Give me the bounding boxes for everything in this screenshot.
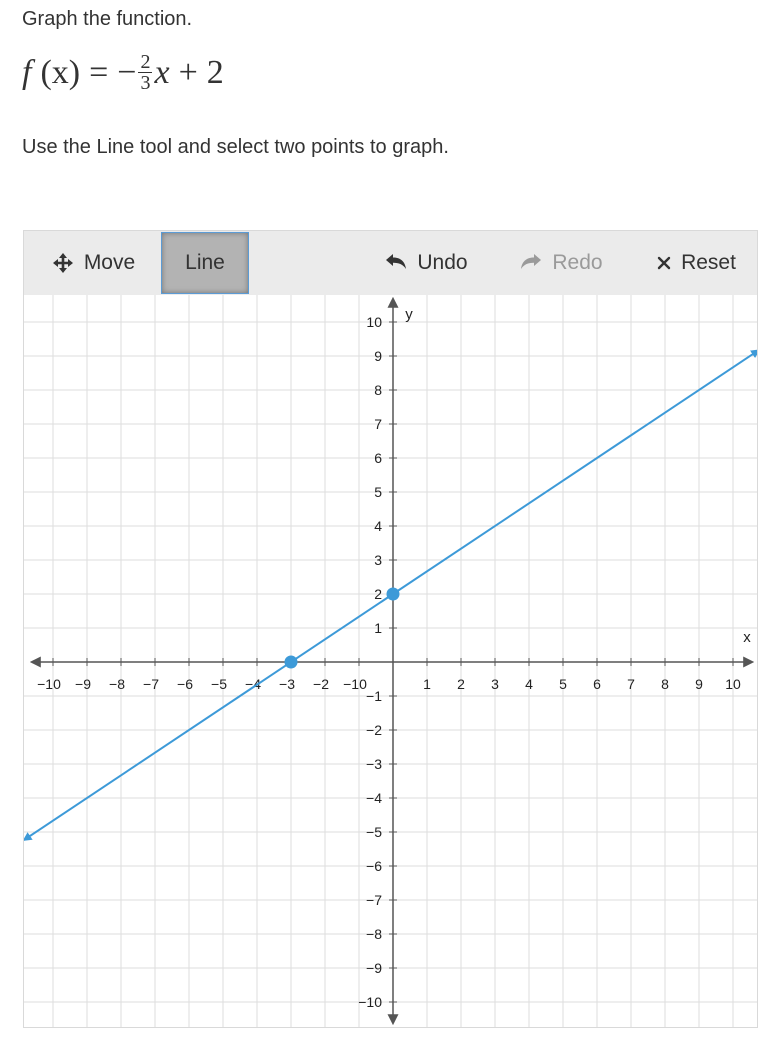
- x-tick-label: 7: [627, 676, 635, 692]
- x-tick-label: 1: [423, 676, 431, 692]
- y-tick-label: 10: [366, 314, 382, 330]
- eq-constant: 2: [206, 53, 224, 91]
- function-equation: [22, 52, 224, 93]
- plotted-point[interactable]: [285, 656, 298, 669]
- y-tick-label: 6: [374, 450, 382, 466]
- directions-text: Use the Line tool and select two points to graph.: [22, 136, 449, 158]
- y-axis-label: y: [405, 306, 413, 323]
- line-arrow-left: [24, 837, 29, 840]
- x-tick-label: −10: [343, 676, 367, 692]
- x-tick-label: −8: [109, 676, 125, 692]
- y-tick-label: 8: [374, 382, 382, 398]
- plotted-point[interactable]: [387, 588, 400, 601]
- eq-numerator: 2: [140, 51, 151, 73]
- x-tick-label: −9: [75, 676, 91, 692]
- move-button[interactable]: [36, 231, 151, 295]
- move-label: Move: [83, 251, 136, 274]
- x-tick-label: 3: [491, 676, 499, 692]
- reset-label: Reset: [681, 251, 736, 274]
- eq-denominator: 3: [140, 72, 151, 94]
- y-tick-label: −3: [366, 756, 382, 772]
- y-tick-label: −8: [366, 926, 382, 942]
- x-tick-label: −2: [313, 676, 329, 692]
- y-tick-label: −10: [358, 994, 382, 1010]
- line-label: Line: [185, 251, 225, 274]
- x-tick-label: 10: [725, 676, 741, 692]
- y-tick-label: 5: [374, 484, 382, 500]
- undo-label: Undo: [417, 251, 468, 274]
- redo-label: Redo: [552, 251, 603, 274]
- axes: [32, 299, 752, 1023]
- redo-arrow-icon: [520, 253, 542, 273]
- y-tick-label: 9: [374, 348, 382, 364]
- eq-function-name: f: [22, 53, 32, 91]
- y-tick-label: −6: [366, 858, 382, 874]
- x-axis-label: x: [743, 629, 751, 646]
- move-arrows-icon: [52, 252, 74, 274]
- x-tick-label: 8: [661, 676, 669, 692]
- y-tick-label: −7: [366, 892, 382, 908]
- close-x-icon: [657, 256, 671, 270]
- x-tick-label: −6: [177, 676, 193, 692]
- y-tick-label: 1: [374, 620, 382, 636]
- eq-argument: (x): [40, 53, 81, 91]
- x-tick-label: −10: [37, 676, 61, 692]
- x-tick-label: −3: [279, 676, 295, 692]
- x-tick-label: 2: [457, 676, 465, 692]
- line-button[interactable]: [161, 232, 249, 294]
- prompt-text: Graph the function.: [22, 8, 193, 30]
- y-tick-label: −5: [366, 824, 382, 840]
- x-tick-label: 5: [559, 676, 567, 692]
- x-tick-label: −5: [211, 676, 227, 692]
- y-tick-label: −4: [366, 790, 382, 806]
- toolbar: [24, 231, 757, 295]
- undo-button[interactable]: [369, 231, 484, 295]
- coordinate-plane[interactable]: [24, 295, 757, 1027]
- redo-button[interactable]: [504, 231, 619, 295]
- x-tick-label: 4: [525, 676, 533, 692]
- x-tick-label: 6: [593, 676, 601, 692]
- eq-plus: +: [178, 53, 198, 91]
- x-tick-label: −4: [245, 676, 261, 692]
- eq-variable: x: [154, 53, 170, 91]
- eq-equals: =: [89, 53, 109, 91]
- y-tick-label: −2: [366, 722, 382, 738]
- y-tick-label: 7: [374, 416, 382, 432]
- x-tick-label: −7: [143, 676, 159, 692]
- eq-fraction: [138, 52, 152, 93]
- grid-lines: [24, 295, 757, 1027]
- line-arrow-right: [754, 350, 757, 353]
- x-tick-label: 9: [695, 676, 703, 692]
- y-tick-label: −9: [366, 960, 382, 976]
- y-tick-label: 2: [374, 586, 382, 602]
- graphing-tool: [23, 230, 758, 1028]
- eq-minus: −: [117, 53, 137, 91]
- y-tick-label: 4: [374, 518, 382, 534]
- tick-labels: [37, 306, 751, 1010]
- undo-arrow-icon: [385, 253, 407, 273]
- y-tick-label: −1: [366, 688, 382, 704]
- y-tick-label: 3: [374, 552, 382, 568]
- reset-button[interactable]: [639, 231, 754, 295]
